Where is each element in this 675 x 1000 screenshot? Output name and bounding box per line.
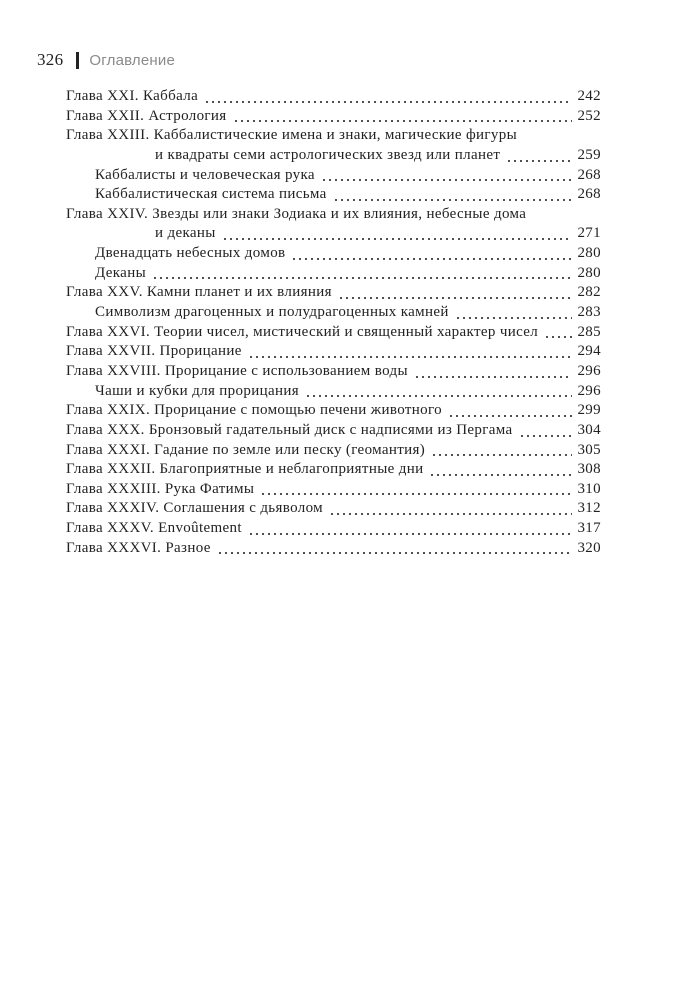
toc-chapter — [66, 401, 601, 421]
toc-title: Глава XXXIV. Соглашения с дьяволом — [66, 500, 323, 517]
toc-title: Глава XXXIII. Рука Фатимы — [66, 480, 255, 497]
dot-leader — [519, 421, 573, 441]
toc-title: Каббалистическая система письма — [95, 186, 327, 203]
dot-leader — [455, 303, 573, 323]
toc-subsection — [66, 244, 601, 264]
toc-page-number: 242 — [577, 88, 601, 104]
dot-leader — [431, 441, 572, 461]
toc-chapter — [66, 107, 601, 127]
toc-title-continuation: и деканы — [155, 225, 216, 242]
toc-title: Глава XXXV. Envoûtement — [66, 520, 242, 537]
toc-line — [66, 460, 601, 480]
toc-line — [66, 264, 601, 284]
toc-line — [66, 303, 601, 323]
toc-line — [66, 126, 601, 146]
dot-leader — [217, 539, 573, 559]
toc-page-number: 271 — [577, 225, 601, 242]
toc-line — [66, 539, 601, 559]
toc-line — [66, 166, 601, 186]
toc-title: Глава XXIX. Прорицание с помощью печени животного — [66, 402, 442, 419]
toc-page-number: 282 — [577, 284, 601, 301]
toc-title: Глава XXVIII. Прорицание с использованием воды — [66, 362, 408, 379]
toc-page-number: 310 — [577, 480, 601, 497]
dot-leader — [305, 382, 572, 402]
toc-line-continuation — [66, 224, 601, 244]
dot-leader — [233, 107, 573, 127]
toc-line — [66, 441, 601, 461]
toc-line — [66, 283, 601, 303]
toc-page-number: 283 — [577, 304, 601, 321]
toc-page-number: 268 — [577, 186, 601, 203]
toc-line — [66, 205, 601, 225]
dot-leader — [506, 146, 572, 166]
toc-chapter — [66, 539, 601, 559]
toc-title: Деканы — [95, 264, 146, 281]
toc-chapter — [66, 126, 601, 165]
toc-subsection — [66, 185, 601, 205]
toc-chapter — [66, 421, 601, 441]
dot-leader — [222, 224, 573, 244]
toc-title: Глава XXXVI. Разное — [66, 539, 211, 556]
toc-page-number: 259 — [577, 146, 601, 163]
toc-title: Глава XXXII. Благоприятные и неблагоприятные дни — [66, 461, 424, 478]
toc-title: Глава XXXI. Гадание по земле или песку (геомантия) — [66, 441, 426, 458]
toc-title: Глава XXX. Бронзовый гадательный диск с надписями из Пергама — [66, 421, 513, 438]
toc-title: Глава XXV. Камни планет и их влияния — [66, 284, 332, 301]
toc-chapter — [66, 362, 601, 382]
toc-title-continuation: и квадраты семи астрологических звезд или планет — [155, 146, 501, 163]
separator-bar — [76, 52, 79, 69]
toc-chapter — [66, 499, 601, 519]
toc-page-number: 296 — [577, 382, 601, 399]
toc-line — [66, 519, 601, 539]
table-of-contents — [66, 87, 601, 558]
dot-leader — [321, 166, 573, 186]
toc-subsection — [66, 166, 601, 186]
toc-line — [66, 107, 601, 127]
toc-chapter — [66, 205, 601, 244]
toc-line — [66, 382, 601, 402]
dot-leader — [248, 342, 573, 362]
toc-title: Глава XXI. Каббала — [66, 88, 199, 104]
toc-title: Каббалисты и человеческая рука — [95, 166, 315, 183]
toc-line — [66, 323, 601, 343]
toc-chapter — [66, 480, 601, 500]
toc-line — [66, 244, 601, 264]
dot-leader — [429, 460, 572, 480]
toc-chapter — [66, 323, 601, 343]
toc-line — [66, 499, 601, 519]
toc-page-number: 280 — [577, 245, 601, 262]
toc-chapter — [66, 460, 601, 480]
toc-line — [66, 362, 601, 382]
toc-page-number: 252 — [577, 107, 601, 124]
toc-subsection — [66, 303, 601, 323]
toc-title: Чаши и кубки для прорицания — [95, 382, 299, 399]
dot-leader — [544, 323, 572, 343]
dot-leader — [333, 185, 573, 205]
toc-page-number: 268 — [577, 166, 601, 183]
dot-leader — [329, 499, 572, 519]
toc-line-continuation — [66, 146, 601, 166]
toc-page-number: 317 — [577, 520, 601, 537]
toc-line — [66, 421, 601, 441]
toc-title: Глава XXVII. Прорицание — [66, 343, 242, 360]
toc-page-number: 285 — [577, 323, 601, 340]
toc-page-number: 320 — [577, 539, 601, 556]
running-head — [37, 49, 175, 71]
toc-title: Глава XXIV. Звезды или знаки Зодиака и их влияния, небесные дома — [66, 205, 527, 222]
toc-title: Глава XXII. Астрология — [66, 107, 227, 124]
dot-leader — [291, 244, 572, 264]
toc-page-number: 299 — [577, 402, 601, 419]
toc-title: Глава XXVI. Теории чисел, мистический и священный характер чисел — [66, 323, 539, 340]
toc-chapter — [66, 519, 601, 539]
dot-leader — [260, 480, 572, 500]
toc-line — [66, 401, 601, 421]
toc-chapter — [66, 441, 601, 461]
toc-title: Глава XXIII. Каббалистические имена и знаки, магические фигуры — [66, 127, 518, 144]
dot-leader — [414, 362, 573, 382]
toc-chapter — [66, 283, 601, 303]
toc-page-number: 294 — [577, 343, 601, 360]
toc-line — [66, 342, 601, 362]
toc-page-number: 280 — [577, 264, 601, 281]
toc-title: Двенадцать небесных домов — [95, 245, 286, 262]
toc-page-number: 312 — [577, 500, 601, 517]
toc-page-number: 305 — [577, 441, 601, 458]
dot-leader — [338, 283, 573, 303]
dot-leader — [448, 401, 572, 421]
toc-page-number: 308 — [577, 461, 601, 478]
toc-line — [66, 87, 601, 107]
toc-line — [66, 185, 601, 205]
dot-leader — [152, 264, 572, 284]
toc-subsection — [66, 382, 601, 402]
dot-leader — [248, 519, 573, 539]
toc-title: Символизм драгоценных и полудрагоценных камней — [95, 304, 449, 321]
toc-chapter — [66, 342, 601, 362]
toc-chapter — [66, 87, 601, 107]
section-title: Оглавление — [89, 51, 176, 69]
toc-line — [66, 480, 601, 500]
toc-page-number: 296 — [577, 362, 601, 379]
page-number: 326 — [37, 50, 64, 69]
toc-page-number: 304 — [577, 421, 601, 438]
dot-leader — [204, 87, 572, 107]
toc-subsection — [66, 264, 601, 284]
